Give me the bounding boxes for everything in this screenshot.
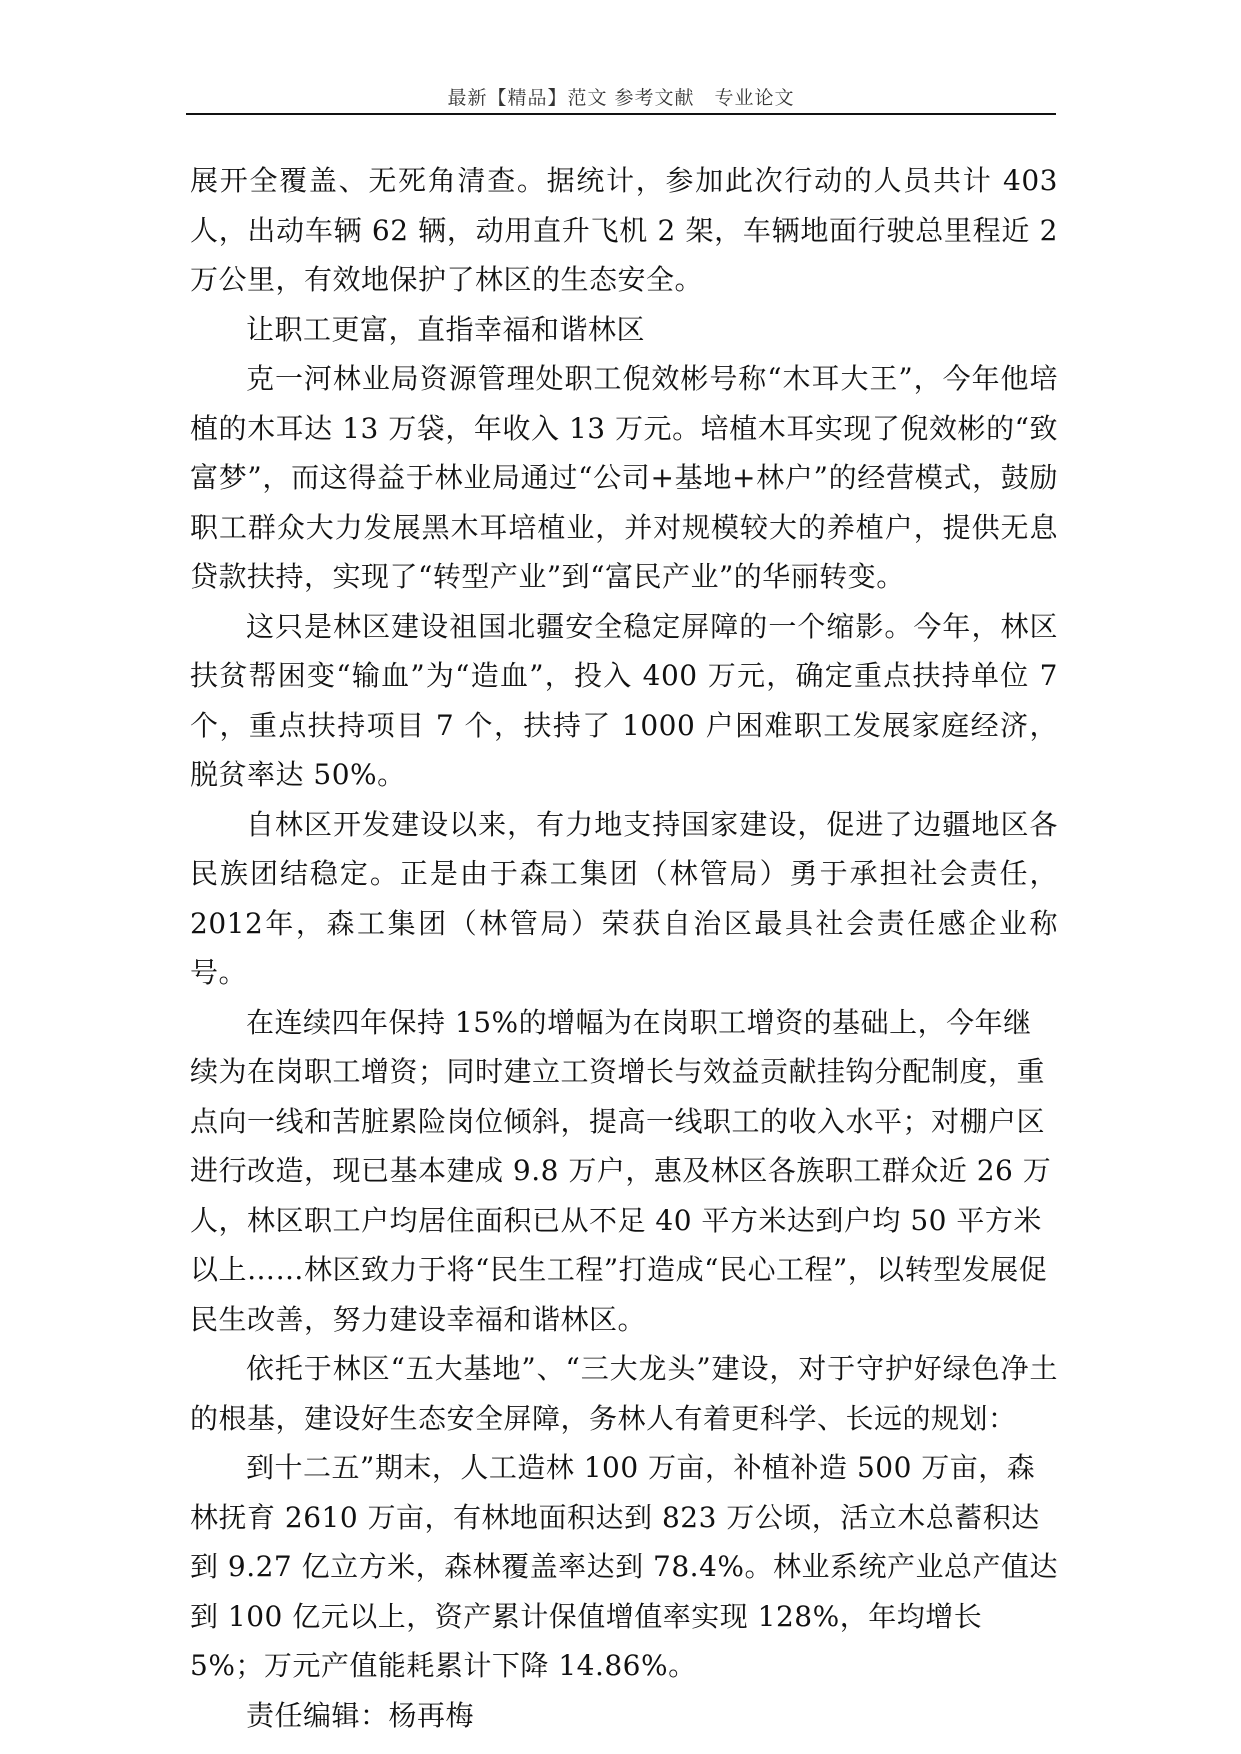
section-heading-richer-workers: 让职工更富，直指幸福和谐林区 (246, 312, 646, 346)
article-body (190, 156, 1058, 1740)
paragraph-poverty-relief: 这只是林区建设祖国北疆安全稳定屏障的一个缩影。今年，林区扶贫帮困变“输血”为“造血”，投入 400 万元，确定重点扶持单位 7 个，重点扶持项目 7 个，扶持了 1000 户困难职工发展家庭经济，脱贫率达 50%。 (190, 609, 1058, 791)
paragraph-fungus-king: 克一河林业局资源管理处职工倪效彬号称“木耳大王”，今年他培植的木耳达 13 万袋，年收入 13 万元。培植木耳实现了倪效彬的“致富梦”，而这得益于林业局通过“公司+基地+林户”的经营模式，鼓励职工群众大力发展黑木耳培植业，并对规模较大的养植户，提供无息贷款扶持，实现了“转型产业”到“富民产业”的华丽转变。 (190, 362, 1058, 593)
page-header: 最新【精品】范文 参考文献 专业论文 (447, 87, 795, 109)
paragraph-five-year-targets: 到十二五”期末，人工造林 100 万亩，补植补造 500 万亩，森林抚育 2610 万亩，有林地面积达到 823 万公顷，活立木总蓄积达到 9.27 亿立方米，森林覆盖率达到 78.4%。林业系统产业总产值达到 100 亿元以上，资产累计保值增值率实现 128%，年均增长 5%；万元产值能耗累计下降 14.86%。 (190, 1451, 1058, 1682)
paragraph-bases-planning: 依托于林区“五大基地”、“三大龙头”建设，对于守护好绿色净土的根基，建设好生态安全屏障，务林人有着更科学、长远的规划： (190, 1352, 1058, 1435)
header-divider (186, 113, 1056, 115)
editor-credit: 责任编辑：杨再梅 (246, 1698, 475, 1732)
paragraph-clearance-stats: 展开全覆盖、无死角清查。据统计，参加此次行动的人员共计 403 人，出动车辆 62 辆，动用直升飞机 2 架，车辆地面行驶总里程近 2 万公里，有效地保护了林区的生态安全。 (190, 164, 1058, 296)
paragraph-wage-housing: 在连续四年保持 15%的增幅为在岗职工增资的基础上，今年继续为在岗职工增资；同时建立工资增长与效益贡献挂钩分配制度，重点向一线和苦脏累险岗位倾斜，提高一线职工的收入水平；对棚户区进行改造，现已基本建成 9.8 万户，惠及林区各族职工群众近 26 万人，林区职工户均居住面积已从不足 40 平方米达到户均 50 平方米以上……林区致力于将“民生工程”打造成“民心工程”，以转型发展促民生改善，努力建设幸福和谐林区。 (190, 1005, 1052, 1336)
paragraph-social-responsibility: 自林区开发建设以来，有力地支持国家建设，促进了边疆地区各民族团结稳定。正是由于森工集团（林管局）勇于承担社会责任，2012年，森工集团（林管局）荣获自治区最具社会责任感企业称号。 (190, 807, 1058, 989)
